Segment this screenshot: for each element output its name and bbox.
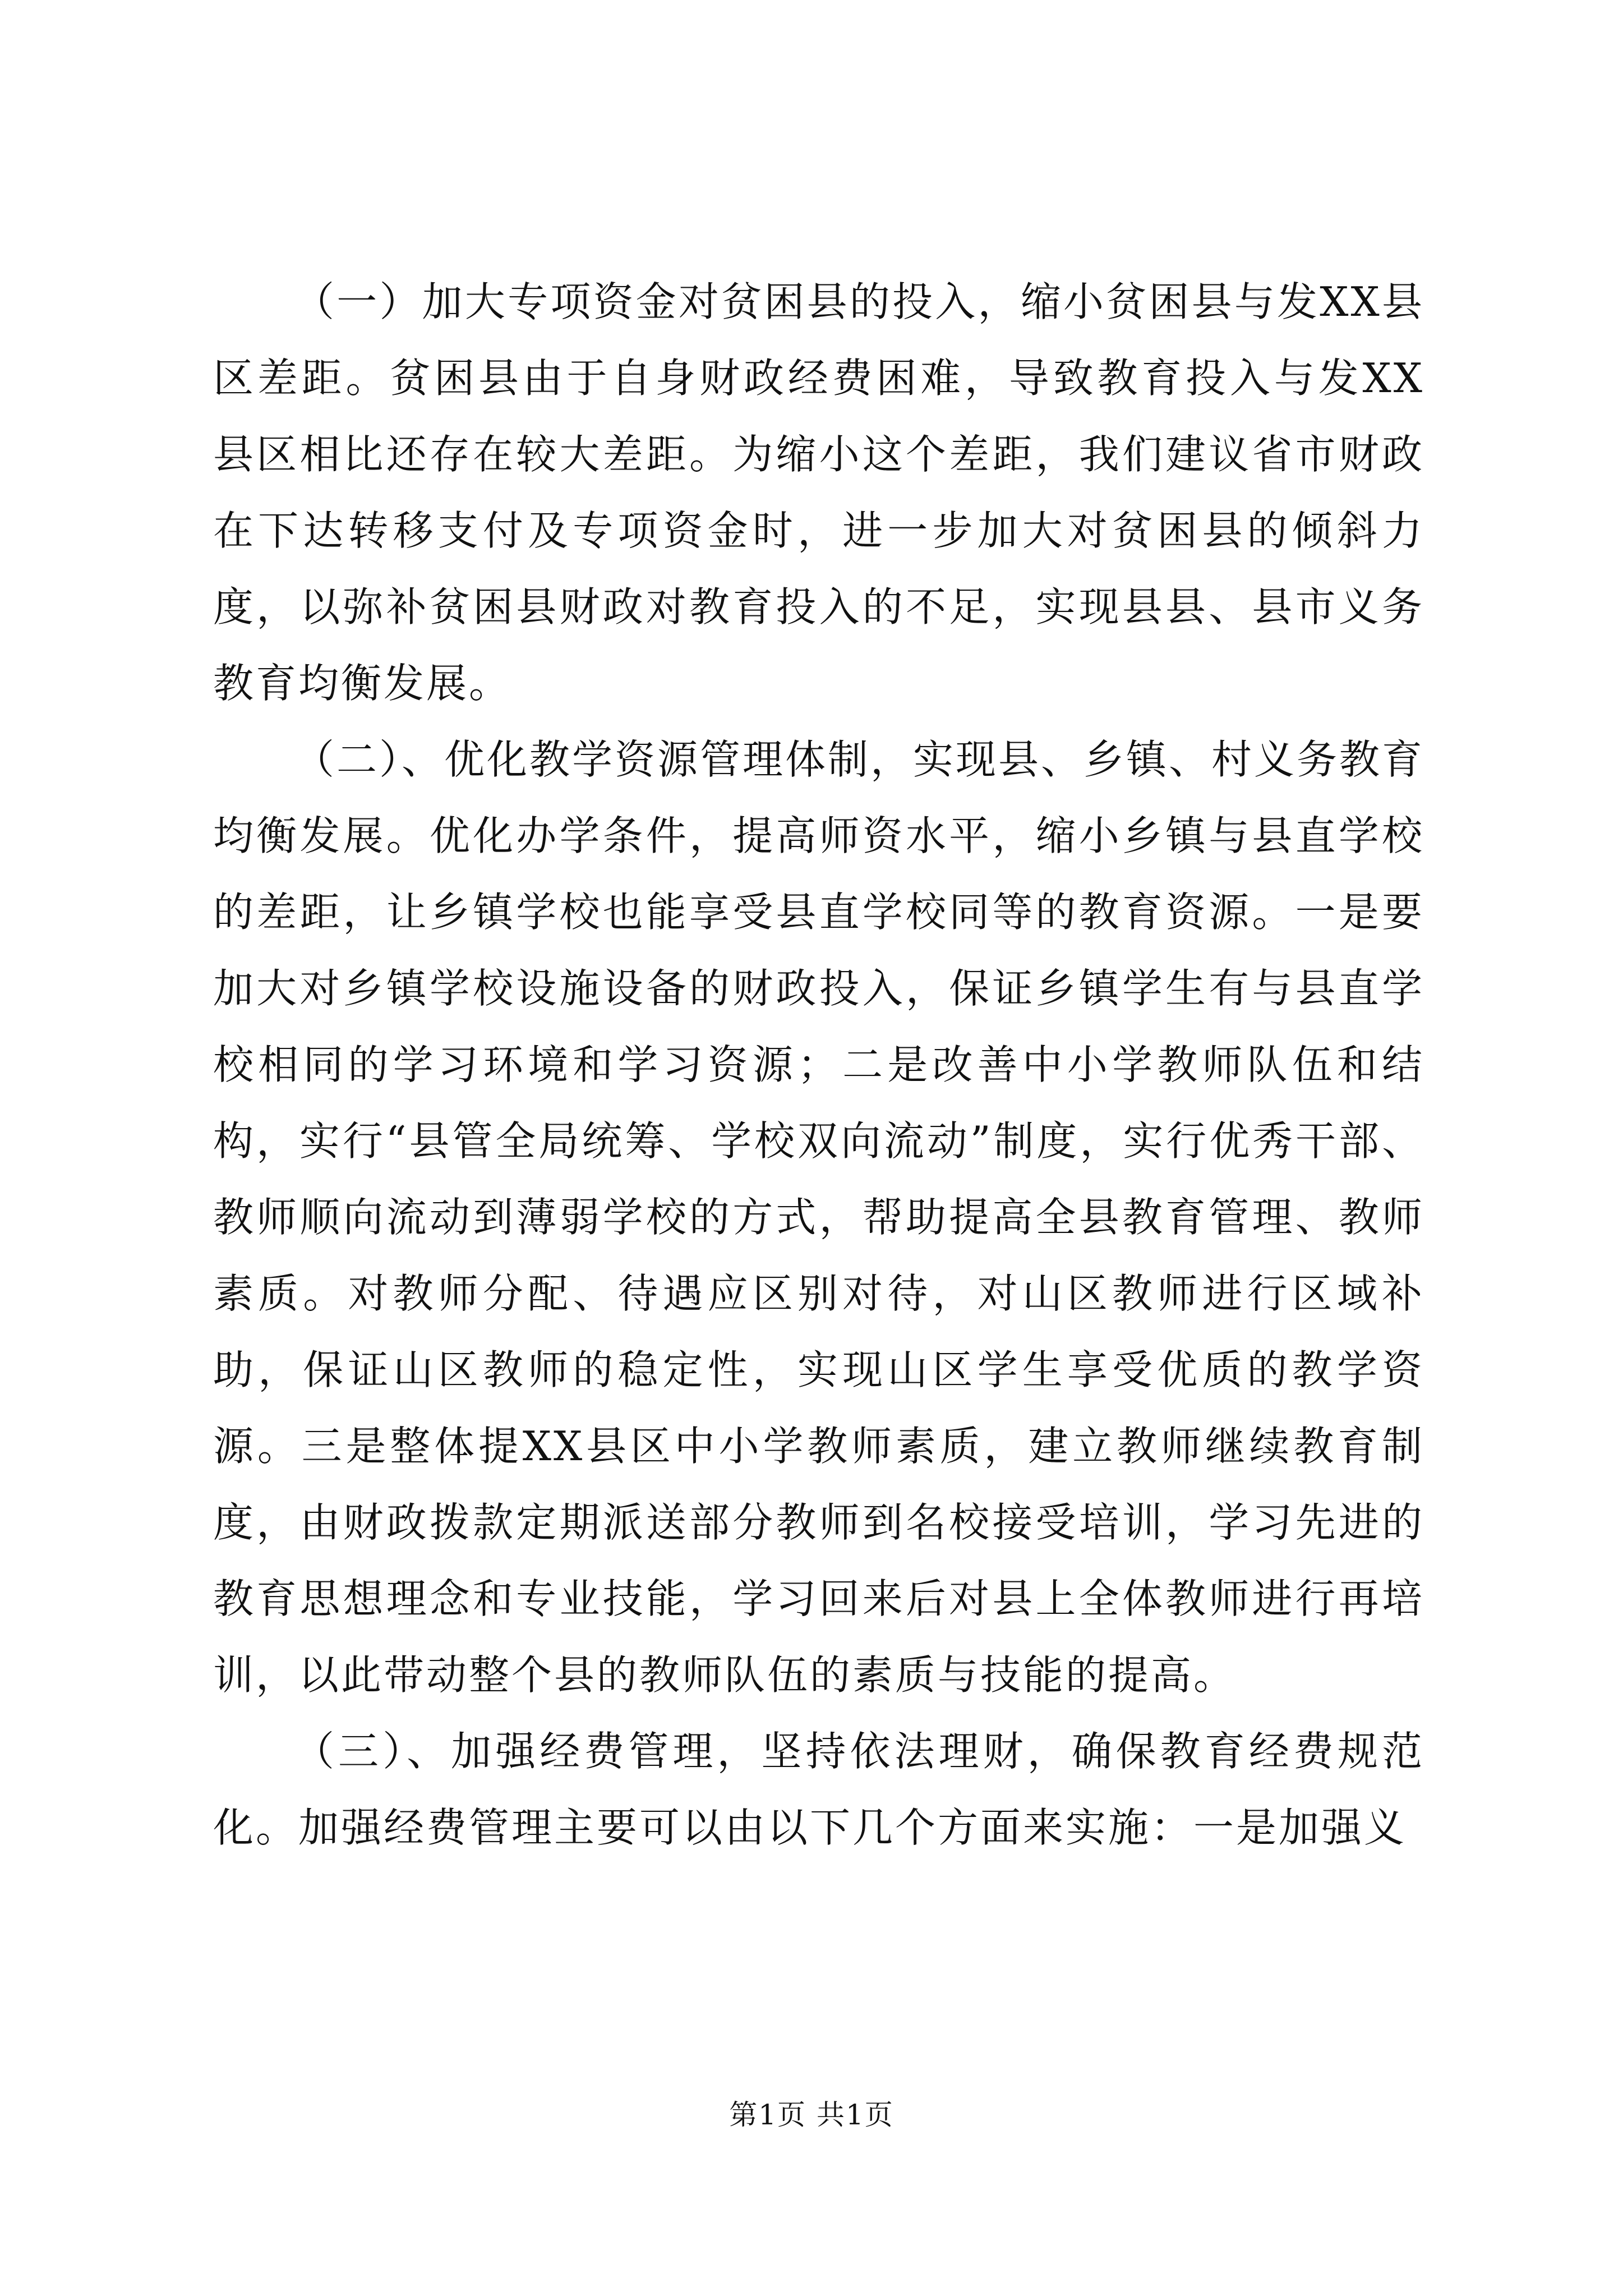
- document-body: [213, 264, 1424, 1866]
- paragraph-2: （二）、优化教学资源管理体制，实现县、乡镇、村义务教育均衡发展。优化办学条件，提高师资水平，缩小乡镇与县直学校的差距，让乡镇学校也能享受县直学校同等的教育资源。一是要加大对乡镇学校设施设备的财政投入，保证乡镇学生有与县直学校相同的学习环境和学习资源；二是改善中小学教师队伍和结构，实行“县管全局统筹、学校双向流动”制度，实行优秀干部、教师顺向流动到薄弱学校的方式，帮助提高全县教育管理、教师素质。对教师分配、待遇应区别对待，对山区教师进行区域补助，保证山区教师的稳定性，实现山区学生享受优质的教学资源。三是整体提XX县区中小学教师素质，建立教师继续教育制度，由财政拨款定期派送部分教师到名校接受培训，学习先进的教育思想理念和专业技能，学习回来后对县上全体教师进行再培训，以此带动整个县的教师队伍的素质与技能的提高。: [213, 736, 1425, 1699]
- page-footer: 第1页 共1页: [729, 2099, 894, 2131]
- paragraph-1: （一）加大专项资金对贫困县的投入，缩小贫困县与发XX县区差距。贫困县由于自身财政经费困难，导致教育投入与发XX县区相比还存在较大差距。为缩小这个差距，我们建议省市财政在下达转移支付及专项资金时，进一步加大对贫困县的倾斜力度，以弥补贫困县财政对教育投入的不足，实现县县、县市义务教育均衡发展。: [213, 278, 1424, 707]
- paragraph-3: （三）、加强经费管理，坚持依法理财，确保教育经费规范化。加强经费管理主要可以由以下几个方面来实施：一是加强义: [213, 1728, 1424, 1851]
